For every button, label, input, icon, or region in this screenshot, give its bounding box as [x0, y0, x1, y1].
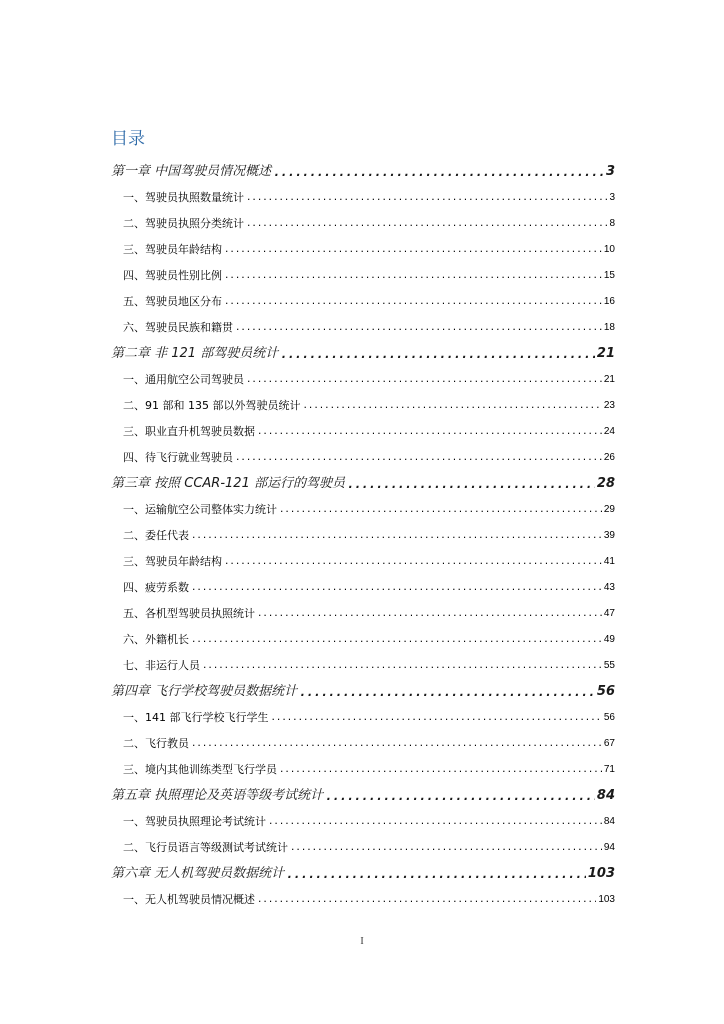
- toc-entry-label: 四、驾驶员性别比例: [123, 269, 222, 282]
- toc-entry-label: 二、驾驶员执照分类统计: [123, 217, 244, 230]
- dot-leader: [224, 294, 602, 310]
- dot-leader: [246, 190, 607, 206]
- toc-entry-section[interactable]: [111, 658, 615, 674]
- toc-entry-label: 三、驾驶员年龄结构: [123, 555, 222, 568]
- toc-entry-page: 71: [603, 764, 615, 775]
- toc-entry-label: 四、待飞行就业驾驶员: [123, 451, 233, 464]
- toc-entry-section[interactable]: [111, 242, 615, 258]
- dot-leader: [191, 632, 602, 648]
- dot-leader: [191, 736, 602, 752]
- toc-entry-chapter-3[interactable]: [111, 476, 615, 492]
- toc-entry-label: 四、疲劳系数: [123, 581, 189, 594]
- toc-entry-label: 一、无人机驾驶员情况概述: [123, 893, 255, 906]
- toc-entry-page: 55: [603, 660, 615, 671]
- dot-leader: [257, 424, 602, 440]
- toc-entry-section[interactable]: [111, 736, 615, 752]
- toc-entry-label: 七、非运行人员: [123, 659, 200, 672]
- toc-entry-page: 41: [603, 556, 615, 567]
- dot-leader: [347, 476, 595, 492]
- toc-entry-section[interactable]: [111, 606, 615, 622]
- toc-entry-chapter-2[interactable]: [111, 346, 615, 362]
- toc-entry-label: 一、通用航空公司驾驶员: [123, 373, 244, 386]
- toc-entry-section[interactable]: [111, 580, 615, 596]
- toc-entry-chapter-6[interactable]: [111, 866, 615, 882]
- dot-leader: [290, 840, 602, 856]
- dot-leader: [271, 710, 602, 726]
- toc-entry-label: 五、驾驶员地区分布: [123, 295, 222, 308]
- dot-leader: [257, 606, 602, 622]
- dot-leader: [279, 762, 602, 778]
- toc-entry-page: 56: [603, 712, 615, 723]
- toc-entry-page: 84: [603, 816, 615, 827]
- toc-entry-page: 21: [596, 346, 615, 361]
- toc-entry-label: 三、职业直升机驾驶员数据: [123, 425, 255, 438]
- dot-leader: [191, 528, 602, 544]
- toc-title: 目录: [111, 129, 145, 149]
- toc-entry-section[interactable]: [111, 398, 615, 414]
- toc-entry-chapter-5[interactable]: [111, 788, 615, 804]
- toc-entry-page: 24: [603, 426, 615, 437]
- toc-entry-page: 3: [605, 164, 615, 179]
- dot-leader: [325, 788, 595, 804]
- toc-entry-section[interactable]: [111, 190, 615, 206]
- toc-entry-page: 16: [603, 296, 615, 307]
- dot-leader: [279, 502, 602, 518]
- toc-entry-label: 三、境内其他训练类型飞行学员: [123, 763, 277, 776]
- toc-entry-page: 10: [603, 244, 615, 255]
- toc-entry-label: 六、外籍机长: [123, 633, 189, 646]
- toc-entry-page: 43: [603, 582, 615, 593]
- toc-entry-page: 49: [603, 634, 615, 645]
- toc-entry-label: 一、运输航空公司整体实力统计: [123, 503, 277, 516]
- toc-entry-page: 29: [603, 504, 615, 515]
- toc-entry-label: 第四章 飞行学校驾驶员数据统计: [111, 684, 298, 699]
- toc-entry-label: 第二章 非 121 部驾驶员统计: [111, 346, 279, 361]
- toc-entry-page: 21: [603, 374, 615, 385]
- toc-entry-page: 84: [596, 788, 615, 803]
- toc-entry-label: 三、驾驶员年龄结构: [123, 243, 222, 256]
- toc-entry-label: 二、委任代表: [123, 529, 189, 542]
- toc-entry-label: 第三章 按照 CCAR-121 部运行的驾驶员: [111, 476, 345, 491]
- toc-entry-section[interactable]: [111, 840, 615, 856]
- toc-entry-page: 18: [603, 322, 615, 333]
- toc-entry-label: 一、141 部飞行学校飞行学生: [123, 711, 269, 724]
- toc-entry-section[interactable]: [111, 632, 615, 648]
- toc-entry-page: 15: [603, 270, 615, 281]
- toc-entry-page: 39: [603, 530, 615, 541]
- toc-entry-section[interactable]: [111, 424, 615, 440]
- toc-entry-section[interactable]: [111, 450, 615, 466]
- toc-entry-label: 第一章 中国驾驶员情况概述: [111, 164, 272, 179]
- toc-entry-page: 47: [603, 608, 615, 619]
- toc-entry-label: 五、各机型驾驶员执照统计: [123, 607, 255, 620]
- dot-leader: [268, 814, 602, 830]
- toc-entry-chapter-1[interactable]: [111, 164, 615, 180]
- toc-entry-page: 28: [596, 476, 615, 491]
- dot-leader: [246, 372, 602, 388]
- toc-entry-section[interactable]: [111, 710, 615, 726]
- toc-entry-label: 六、驾驶员民族和籍贯: [123, 321, 233, 334]
- toc-entry-page: 56: [596, 684, 615, 699]
- dot-leader: [302, 398, 601, 414]
- toc-entry-section[interactable]: [111, 502, 615, 518]
- toc-entry-page: 8: [609, 218, 615, 229]
- dot-leader: [224, 242, 602, 258]
- toc-entry-page: 3: [609, 192, 615, 203]
- dot-leader: [280, 346, 595, 362]
- dot-leader: [246, 216, 607, 232]
- toc-entry-section[interactable]: [111, 814, 615, 830]
- toc-entry-section[interactable]: [111, 372, 615, 388]
- toc-entry-page: 103: [598, 894, 615, 905]
- toc-entry-section[interactable]: [111, 216, 615, 232]
- toc-entry-page: 103: [587, 866, 615, 881]
- toc-entry-section[interactable]: [111, 528, 615, 544]
- toc-entry-section[interactable]: [111, 554, 615, 570]
- dot-leader: [257, 892, 596, 908]
- toc-entry-chapter-4[interactable]: [111, 684, 615, 700]
- toc-entry-section[interactable]: [111, 762, 615, 778]
- toc-entry-label: 第五章 执照理论及英语等级考试统计: [111, 788, 324, 803]
- dot-leader: [299, 684, 595, 700]
- dot-leader: [224, 554, 602, 570]
- toc-entry-label: 二、91 部和 135 部以外驾驶员统计: [123, 399, 301, 412]
- toc-entry-label: 二、飞行教员: [123, 737, 189, 750]
- toc-entry-label: 一、驾驶员执照理论考试统计: [123, 815, 266, 828]
- toc-entry-label: 二、飞行员语言等级测试考试统计: [123, 841, 288, 854]
- dot-leader: [235, 450, 602, 466]
- toc-entry-section[interactable]: [111, 892, 615, 908]
- toc-entry-section[interactable]: [111, 268, 615, 284]
- dot-leader: [224, 268, 602, 284]
- toc-entry-page: 23: [603, 400, 615, 411]
- dot-leader: [273, 164, 604, 180]
- dot-leader: [286, 866, 586, 882]
- toc-entry-section[interactable]: [111, 294, 615, 310]
- toc-entry-page: 26: [603, 452, 615, 463]
- toc-entry-label: 一、驾驶员执照数量统计: [123, 191, 244, 204]
- dot-leader: [202, 658, 602, 674]
- toc-entry-section[interactable]: [111, 320, 615, 336]
- page-number: I: [360, 936, 364, 947]
- dot-leader: [235, 320, 602, 336]
- toc-entry-page: 67: [603, 738, 615, 749]
- toc-entry-label: 第六章 无人机驾驶员数据统计: [111, 866, 285, 881]
- toc-entry-page: 94: [603, 842, 615, 853]
- dot-leader: [191, 580, 602, 596]
